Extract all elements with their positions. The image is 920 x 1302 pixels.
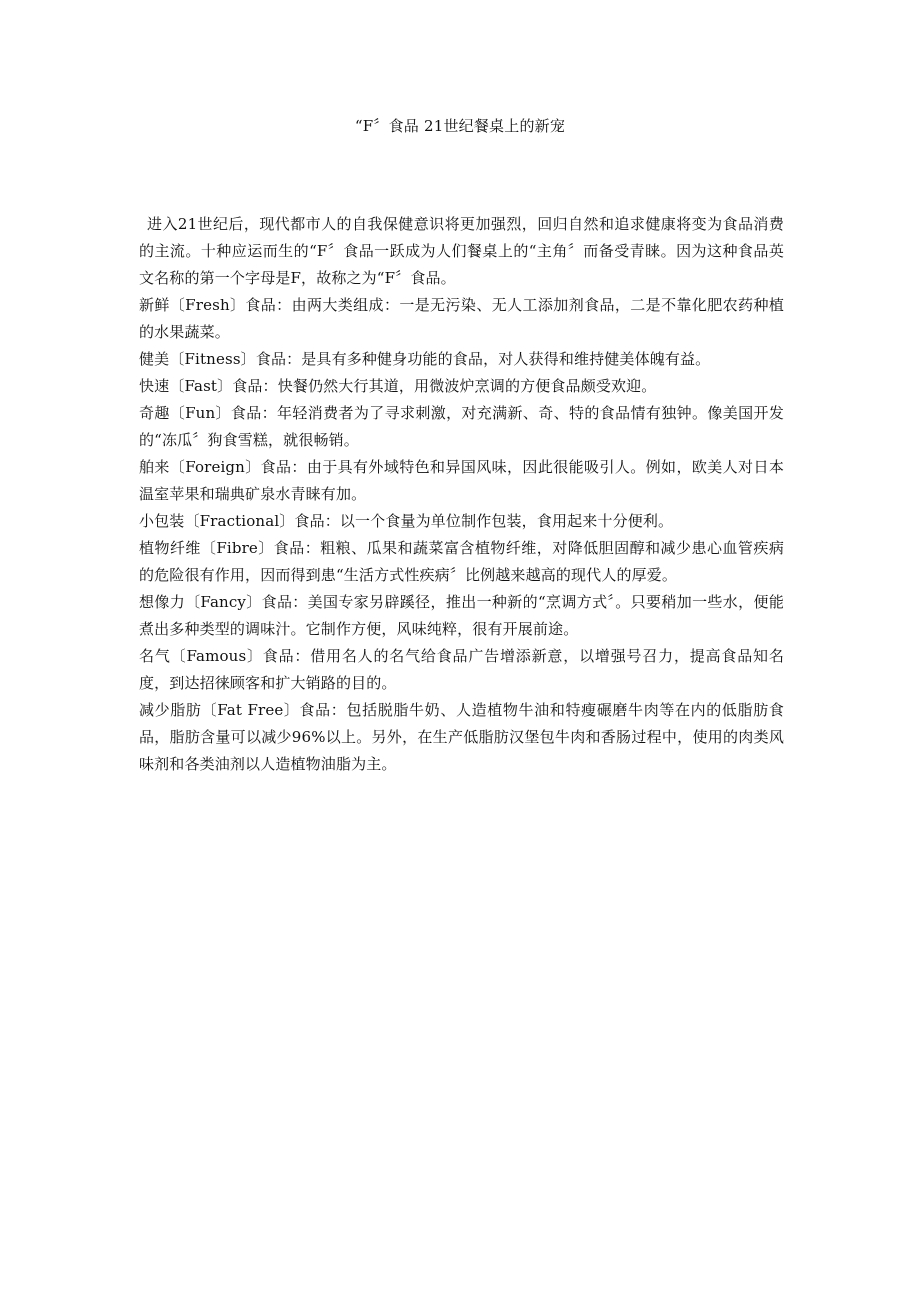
document-body bbox=[139, 211, 784, 778]
paragraph-foreign-food: 舶来〔Foreign〕食品：由于具有外域特色和异国风味，因此很能吸引人。例如，欧美人对日本温室苹果和瑞典矿泉水青睐有加。 bbox=[139, 458, 784, 503]
intro-paragraph: 进入21世纪后，现代都市人的自我保健意识将更加强烈，回归自然和追求健康将变为食品消费的主流。十种应运而生的“F〞食品一跃成为人们餐桌上的“主角〞而备受青睐。因为这种食品英文名称的第一个字母是F，故称之为“F〞食品。 bbox=[139, 215, 784, 287]
paragraph-fancy-food: 想像力〔Fancy〕食品：美国专家另辟蹊径，推出一种新的“烹调方式〞。只要稍加一些水，便能煮出多种类型的调味汁。它制作方便，风味纯粹，很有开展前途。 bbox=[139, 593, 784, 638]
paragraph-fun-food: 奇趣〔Fun〕食品：年轻消费者为了寻求刺激，对充满新、奇、特的食品情有独钟。像美国开发的“冻瓜〞狗食雪糕，就很畅销。 bbox=[139, 404, 784, 449]
paragraph-famous-food: 名气〔Famous〕食品：借用名人的名气给食品广告增添新意，以增强号召力，提高食品知名度，到达招徕顾客和扩大销路的目的。 bbox=[139, 647, 784, 692]
paragraph-fibre-food: 植物纤维〔Fibre〕食品：粗粮、瓜果和蔬菜富含植物纤维，对降低胆固醇和减少患心血管疾病的危险很有作用，因而得到患“生活方式性疾病〞比例越来越高的现代人的厚爱。 bbox=[139, 539, 784, 584]
paragraph-fast-food: 快速〔Fast〕食品：快餐仍然大行其道，用微波炉烹调的方便食品颇受欢迎。 bbox=[139, 377, 657, 395]
paragraph-fresh-food: 新鲜〔Fresh〕食品：由两大类组成：一是无污染、无人工添加剂食品，二是不靠化肥农药种植的水果蔬菜。 bbox=[139, 296, 784, 341]
paragraph-fitness-food: 健美〔Fitness〕食品：是具有多种健身功能的食品，对人获得和维持健美体魄有益。 bbox=[139, 350, 711, 368]
paragraph-fat-free-food: 减少脂肪〔Fat Free〕食品：包括脱脂牛奶、人造植物牛油和特瘦碾磨牛肉等在内的低脂肪食品，脂肪含量可以减少96%以上。另外，在生产低脂肪汉堡包牛肉和香肠过程中，使用的肉类风味剂和各类油剂以人造植物油脂为主。 bbox=[139, 701, 784, 773]
document-title: “F〞食品 21世纪餐桌上的新宠 bbox=[354, 117, 566, 135]
paragraph-fractional-food: 小包装〔Fractional〕食品：以一个食量为单位制作包装，食用起来十分便利。 bbox=[139, 512, 674, 530]
